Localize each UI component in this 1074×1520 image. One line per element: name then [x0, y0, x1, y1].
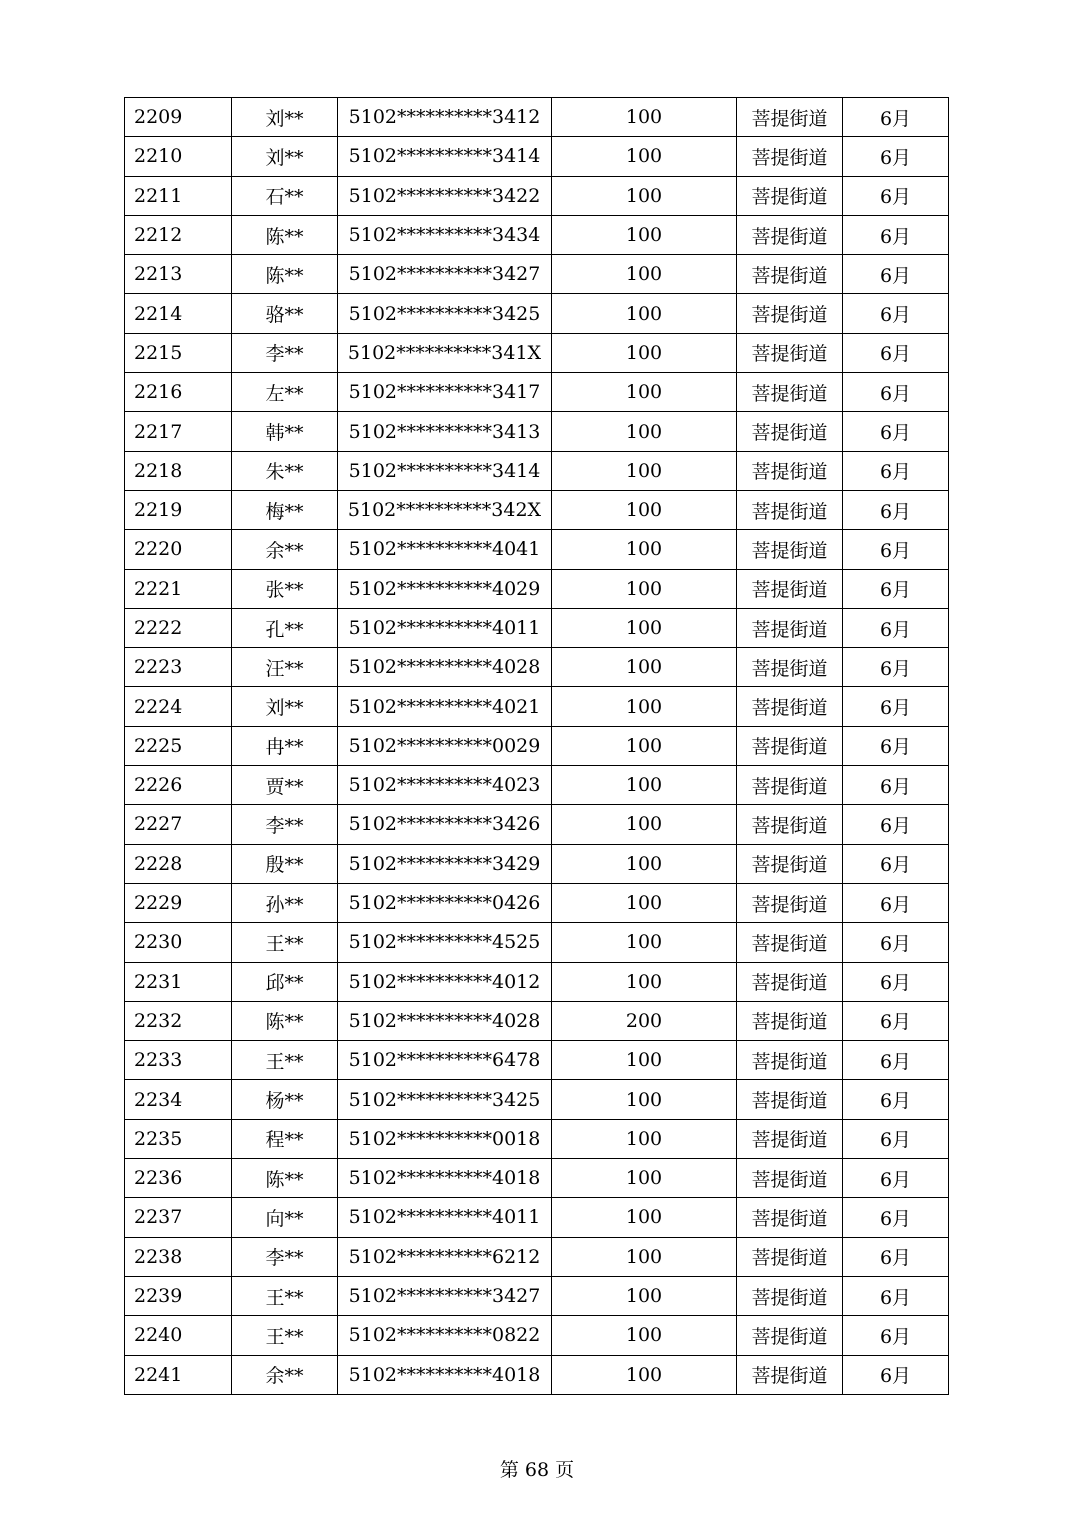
index-cell: 2227 — [125, 805, 232, 844]
id-number-cell: 5102**********4021 — [338, 687, 552, 726]
index-cell: 2215 — [125, 333, 232, 372]
table-row — [125, 1159, 949, 1198]
index-cell: 2219 — [125, 490, 232, 529]
street-cell: 菩提街道 — [737, 1276, 843, 1315]
id-number-cell: 5102**********342X — [338, 490, 552, 529]
month-cell: 6月 — [843, 648, 949, 687]
name-cell: 孔** — [232, 608, 338, 647]
amount-cell: 100 — [552, 1316, 737, 1355]
index-cell: 2210 — [125, 137, 232, 176]
amount-cell: 100 — [552, 1276, 737, 1315]
table-row — [125, 294, 949, 333]
table-row — [125, 98, 949, 137]
month-cell: 6月 — [843, 1080, 949, 1119]
month-cell: 6月 — [843, 1001, 949, 1040]
id-number-cell: 5102**********3412 — [338, 98, 552, 137]
records-table-container — [124, 97, 948, 1395]
name-cell: 余** — [232, 530, 338, 569]
index-cell: 2212 — [125, 215, 232, 254]
street-cell: 菩提街道 — [737, 1237, 843, 1276]
month-cell: 6月 — [843, 1041, 949, 1080]
table-row — [125, 1080, 949, 1119]
name-cell: 陈** — [232, 1159, 338, 1198]
street-cell: 菩提街道 — [737, 1080, 843, 1119]
table-row — [125, 1041, 949, 1080]
id-number-cell: 5102**********3434 — [338, 215, 552, 254]
records-table — [124, 97, 949, 1395]
amount-cell: 100 — [552, 1198, 737, 1237]
id-number-cell: 5102**********4011 — [338, 1198, 552, 1237]
street-cell: 菩提街道 — [737, 255, 843, 294]
amount-cell: 100 — [552, 255, 737, 294]
index-cell: 2238 — [125, 1237, 232, 1276]
amount-cell: 100 — [552, 1355, 737, 1394]
index-cell: 2236 — [125, 1159, 232, 1198]
amount-cell: 100 — [552, 883, 737, 922]
amount-cell: 100 — [552, 687, 737, 726]
index-cell: 2217 — [125, 412, 232, 451]
amount-cell: 100 — [552, 333, 737, 372]
street-cell: 菩提街道 — [737, 490, 843, 529]
street-cell: 菩提街道 — [737, 412, 843, 451]
id-number-cell: 5102**********4011 — [338, 608, 552, 647]
name-cell: 冉** — [232, 726, 338, 765]
name-cell: 石** — [232, 176, 338, 215]
amount-cell: 100 — [552, 1237, 737, 1276]
month-cell: 6月 — [843, 1276, 949, 1315]
table-row — [125, 333, 949, 372]
table-row — [125, 137, 949, 176]
id-number-cell: 5102**********3425 — [338, 294, 552, 333]
table-row — [125, 1119, 949, 1158]
month-cell: 6月 — [843, 1237, 949, 1276]
month-cell: 6月 — [843, 844, 949, 883]
index-cell: 2224 — [125, 687, 232, 726]
month-cell: 6月 — [843, 98, 949, 137]
index-cell: 2220 — [125, 530, 232, 569]
month-cell: 6月 — [843, 451, 949, 490]
name-cell: 刘** — [232, 137, 338, 176]
index-cell: 2226 — [125, 766, 232, 805]
name-cell: 余** — [232, 1355, 338, 1394]
id-number-cell: 5102**********0018 — [338, 1119, 552, 1158]
amount-cell: 100 — [552, 176, 737, 215]
street-cell: 菩提街道 — [737, 1159, 843, 1198]
amount-cell: 100 — [552, 569, 737, 608]
index-cell: 2239 — [125, 1276, 232, 1315]
index-cell: 2213 — [125, 255, 232, 294]
month-cell: 6月 — [843, 373, 949, 412]
name-cell: 李** — [232, 1237, 338, 1276]
index-cell: 2218 — [125, 451, 232, 490]
name-cell: 陈** — [232, 1001, 338, 1040]
table-row — [125, 530, 949, 569]
table-row — [125, 569, 949, 608]
amount-cell: 100 — [552, 215, 737, 254]
street-cell: 菩提街道 — [737, 1355, 843, 1394]
id-number-cell: 5102**********0822 — [338, 1316, 552, 1355]
month-cell: 6月 — [843, 805, 949, 844]
id-number-cell: 5102**********3414 — [338, 451, 552, 490]
street-cell: 菩提街道 — [737, 766, 843, 805]
month-cell: 6月 — [843, 1198, 949, 1237]
street-cell: 菩提街道 — [737, 1198, 843, 1237]
id-number-cell: 5102**********0426 — [338, 883, 552, 922]
name-cell: 王** — [232, 1276, 338, 1315]
name-cell: 张** — [232, 569, 338, 608]
id-number-cell: 5102**********4018 — [338, 1159, 552, 1198]
records-table-body — [125, 98, 949, 1395]
amount-cell: 100 — [552, 490, 737, 529]
table-row — [125, 883, 949, 922]
name-cell: 骆** — [232, 294, 338, 333]
month-cell: 6月 — [843, 176, 949, 215]
id-number-cell: 5102**********4525 — [338, 923, 552, 962]
amount-cell: 100 — [552, 608, 737, 647]
month-cell: 6月 — [843, 137, 949, 176]
table-row — [125, 766, 949, 805]
id-number-cell: 5102**********3427 — [338, 1276, 552, 1315]
index-cell: 2235 — [125, 1119, 232, 1158]
name-cell: 李** — [232, 805, 338, 844]
amount-cell: 100 — [552, 98, 737, 137]
id-number-cell: 5102**********3414 — [338, 137, 552, 176]
amount-cell: 100 — [552, 726, 737, 765]
index-cell: 2209 — [125, 98, 232, 137]
page-number: 第 68 页 — [499, 1459, 575, 1481]
id-number-cell: 5102**********341X — [338, 333, 552, 372]
month-cell: 6月 — [843, 569, 949, 608]
street-cell: 菩提街道 — [737, 569, 843, 608]
name-cell: 汪** — [232, 648, 338, 687]
index-cell: 2231 — [125, 962, 232, 1001]
street-cell: 菩提街道 — [737, 883, 843, 922]
table-row — [125, 176, 949, 215]
id-number-cell: 5102**********3427 — [338, 255, 552, 294]
month-cell: 6月 — [843, 726, 949, 765]
amount-cell: 100 — [552, 412, 737, 451]
name-cell: 杨** — [232, 1080, 338, 1119]
street-cell: 菩提街道 — [737, 294, 843, 333]
table-row — [125, 373, 949, 412]
name-cell: 李** — [232, 333, 338, 372]
street-cell: 菩提街道 — [737, 923, 843, 962]
table-row — [125, 215, 949, 254]
month-cell: 6月 — [843, 687, 949, 726]
street-cell: 菩提街道 — [737, 962, 843, 1001]
month-cell: 6月 — [843, 490, 949, 529]
index-cell: 2237 — [125, 1198, 232, 1237]
index-cell: 2240 — [125, 1316, 232, 1355]
table-row — [125, 844, 949, 883]
month-cell: 6月 — [843, 1355, 949, 1394]
name-cell: 刘** — [232, 98, 338, 137]
amount-cell: 200 — [552, 1001, 737, 1040]
amount-cell: 100 — [552, 373, 737, 412]
name-cell: 左** — [232, 373, 338, 412]
street-cell: 菩提街道 — [737, 805, 843, 844]
table-row — [125, 608, 949, 647]
month-cell: 6月 — [843, 1316, 949, 1355]
month-cell: 6月 — [843, 530, 949, 569]
amount-cell: 100 — [552, 1080, 737, 1119]
amount-cell: 100 — [552, 844, 737, 883]
id-number-cell: 5102**********3417 — [338, 373, 552, 412]
table-row — [125, 1316, 949, 1355]
street-cell: 菩提街道 — [737, 1119, 843, 1158]
month-cell: 6月 — [843, 766, 949, 805]
table-row — [125, 255, 949, 294]
id-number-cell: 5102**********3429 — [338, 844, 552, 883]
street-cell: 菩提街道 — [737, 1316, 843, 1355]
street-cell: 菩提街道 — [737, 333, 843, 372]
index-cell: 2225 — [125, 726, 232, 765]
id-number-cell: 5102**********4028 — [338, 1001, 552, 1040]
name-cell: 向** — [232, 1198, 338, 1237]
table-row — [125, 962, 949, 1001]
amount-cell: 100 — [552, 294, 737, 333]
name-cell: 邱** — [232, 962, 338, 1001]
index-cell: 2211 — [125, 176, 232, 215]
id-number-cell: 5102**********3426 — [338, 805, 552, 844]
amount-cell: 100 — [552, 805, 737, 844]
table-row — [125, 648, 949, 687]
id-number-cell: 5102**********0029 — [338, 726, 552, 765]
table-row — [125, 1237, 949, 1276]
name-cell: 殷** — [232, 844, 338, 883]
month-cell: 6月 — [843, 962, 949, 1001]
street-cell: 菩提街道 — [737, 687, 843, 726]
month-cell: 6月 — [843, 255, 949, 294]
index-cell: 2216 — [125, 373, 232, 412]
id-number-cell: 5102**********6478 — [338, 1041, 552, 1080]
table-row — [125, 1276, 949, 1315]
street-cell: 菩提街道 — [737, 844, 843, 883]
index-cell: 2230 — [125, 923, 232, 962]
month-cell: 6月 — [843, 1159, 949, 1198]
table-row — [125, 490, 949, 529]
id-number-cell: 5102**********4023 — [338, 766, 552, 805]
month-cell: 6月 — [843, 883, 949, 922]
name-cell: 程** — [232, 1119, 338, 1158]
street-cell: 菩提街道 — [737, 530, 843, 569]
amount-cell: 100 — [552, 766, 737, 805]
amount-cell: 100 — [552, 962, 737, 1001]
street-cell: 菩提街道 — [737, 726, 843, 765]
month-cell: 6月 — [843, 294, 949, 333]
name-cell: 梅** — [232, 490, 338, 529]
street-cell: 菩提街道 — [737, 648, 843, 687]
id-number-cell: 5102**********4018 — [338, 1355, 552, 1394]
street-cell: 菩提街道 — [737, 1041, 843, 1080]
amount-cell: 100 — [552, 137, 737, 176]
table-row — [125, 687, 949, 726]
id-number-cell: 5102**********4028 — [338, 648, 552, 687]
index-cell: 2223 — [125, 648, 232, 687]
name-cell: 贾** — [232, 766, 338, 805]
amount-cell: 100 — [552, 648, 737, 687]
index-cell: 2221 — [125, 569, 232, 608]
month-cell: 6月 — [843, 215, 949, 254]
month-cell: 6月 — [843, 608, 949, 647]
index-cell: 2241 — [125, 1355, 232, 1394]
id-number-cell: 5102**********4012 — [338, 962, 552, 1001]
table-row — [125, 726, 949, 765]
index-cell: 2222 — [125, 608, 232, 647]
street-cell: 菩提街道 — [737, 215, 843, 254]
name-cell: 陈** — [232, 215, 338, 254]
index-cell: 2233 — [125, 1041, 232, 1080]
name-cell: 王** — [232, 1316, 338, 1355]
table-row — [125, 923, 949, 962]
table-row — [125, 451, 949, 490]
street-cell: 菩提街道 — [737, 98, 843, 137]
street-cell: 菩提街道 — [737, 608, 843, 647]
id-number-cell: 5102**********3413 — [338, 412, 552, 451]
name-cell: 刘** — [232, 687, 338, 726]
amount-cell: 100 — [552, 451, 737, 490]
name-cell: 孙** — [232, 883, 338, 922]
street-cell: 菩提街道 — [737, 176, 843, 215]
amount-cell: 100 — [552, 1159, 737, 1198]
month-cell: 6月 — [843, 412, 949, 451]
name-cell: 王** — [232, 923, 338, 962]
amount-cell: 100 — [552, 1041, 737, 1080]
name-cell: 朱** — [232, 451, 338, 490]
amount-cell: 100 — [552, 923, 737, 962]
index-cell: 2234 — [125, 1080, 232, 1119]
table-row — [125, 1355, 949, 1394]
table-row — [125, 412, 949, 451]
id-number-cell: 5102**********4029 — [338, 569, 552, 608]
name-cell: 韩** — [232, 412, 338, 451]
table-row — [125, 805, 949, 844]
name-cell: 王** — [232, 1041, 338, 1080]
month-cell: 6月 — [843, 333, 949, 372]
amount-cell: 100 — [552, 530, 737, 569]
street-cell: 菩提街道 — [737, 1001, 843, 1040]
amount-cell: 100 — [552, 1119, 737, 1158]
street-cell: 菩提街道 — [737, 373, 843, 412]
id-number-cell: 5102**********3422 — [338, 176, 552, 215]
table-row — [125, 1001, 949, 1040]
index-cell: 2214 — [125, 294, 232, 333]
month-cell: 6月 — [843, 923, 949, 962]
id-number-cell: 5102**********4041 — [338, 530, 552, 569]
index-cell: 2232 — [125, 1001, 232, 1040]
index-cell: 2229 — [125, 883, 232, 922]
name-cell: 陈** — [232, 255, 338, 294]
month-cell: 6月 — [843, 1119, 949, 1158]
id-number-cell: 5102**********6212 — [338, 1237, 552, 1276]
street-cell: 菩提街道 — [737, 137, 843, 176]
table-row — [125, 1198, 949, 1237]
id-number-cell: 5102**********3425 — [338, 1080, 552, 1119]
index-cell: 2228 — [125, 844, 232, 883]
street-cell: 菩提街道 — [737, 451, 843, 490]
